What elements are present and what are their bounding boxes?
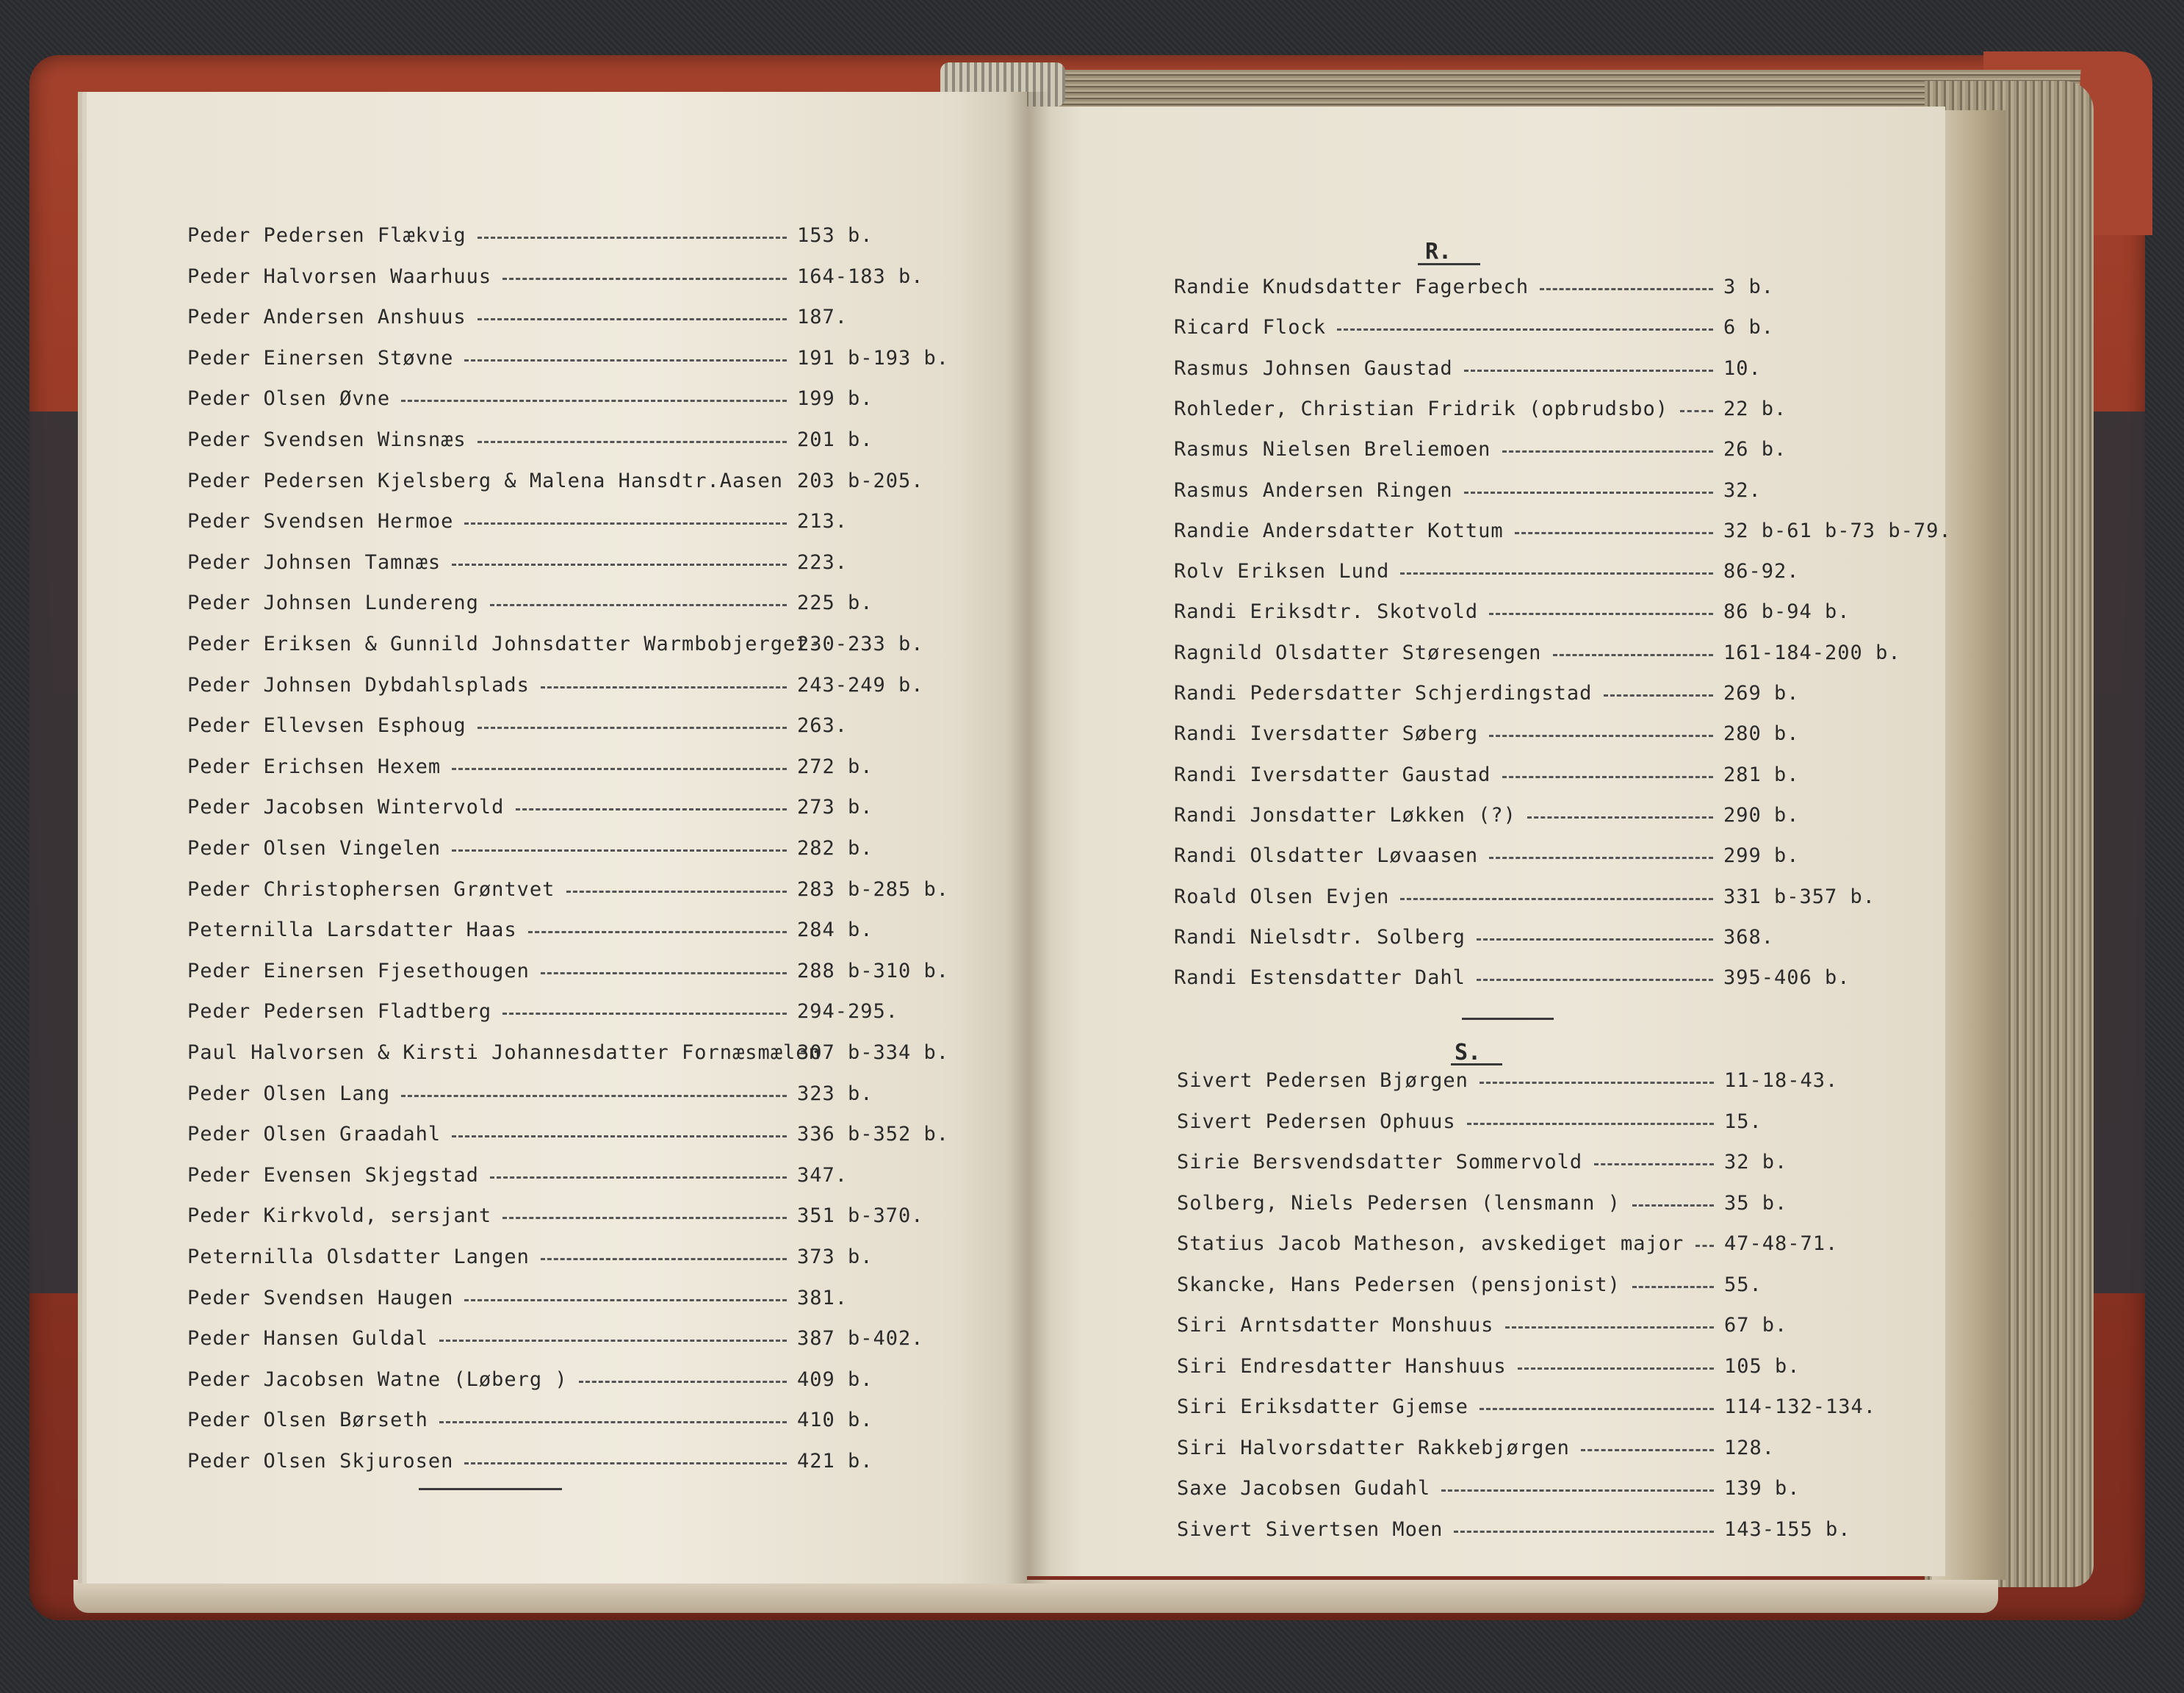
index-entry — [1177, 1192, 1948, 1217]
leader-dashes — [1680, 410, 1713, 412]
index-entry — [1174, 316, 1945, 341]
index-entry — [187, 265, 959, 290]
leader-dashes — [439, 1421, 787, 1423]
index-entry — [187, 592, 959, 617]
index-entry — [187, 755, 959, 780]
leader-dashes — [1477, 979, 1713, 981]
index-entry — [1177, 1477, 1948, 1502]
entry-page-ref: 288 b-310 b. — [797, 959, 950, 982]
leader-dashes — [1489, 857, 1713, 859]
leader-dashes — [401, 400, 787, 402]
index-entry — [187, 674, 959, 699]
entry-page-ref: 55. — [1724, 1273, 1762, 1296]
entry-page-ref: 307 b-334 b. — [797, 1041, 950, 1064]
entry-page-ref: 272 b. — [797, 755, 873, 778]
leader-dashes — [528, 931, 787, 933]
leader-dashes — [1400, 572, 1713, 575]
entry-name: Siri Halvorsdatter Rakkebjørgen — [1177, 1436, 1570, 1459]
leader-dashes — [541, 1258, 787, 1260]
entry-page-ref: 243-249 b. — [797, 673, 924, 697]
leader-dashes — [490, 1176, 787, 1179]
entry-name: Paul Halvorsen & Kirsti Johannesdatter Fornæsmælen — [187, 1041, 821, 1064]
entry-name: Peder Olsen Øvne — [187, 387, 391, 411]
entry-name: Randi Estensdatter Dahl — [1174, 966, 1466, 990]
leader-dashes — [541, 972, 787, 974]
entry-page-ref: 187. — [797, 306, 848, 329]
index-entry — [1177, 1518, 1948, 1543]
entry-page-ref: 153 b. — [797, 224, 873, 247]
leader-dashes — [452, 564, 787, 566]
entry-page-ref: 269 b. — [1723, 682, 1800, 705]
entry-name: Randi Jonsdatter Løkken (?) — [1174, 803, 1516, 827]
entry-page-ref: 263. — [797, 714, 848, 738]
leader-dashes — [1695, 1245, 1714, 1247]
index-entry — [187, 1246, 959, 1270]
leader-dashes — [1480, 1082, 1714, 1084]
entry-name: Rasmus Andersen Ringen — [1174, 478, 1453, 502]
entry-name: Peder Pedersen Flækvig — [187, 224, 466, 247]
entry-name: Peder Andersen Anshuus — [187, 306, 466, 329]
entry-name: Peder Olsen Vingelen — [187, 837, 442, 860]
index-entry — [1177, 1395, 1948, 1420]
leader-dashes — [477, 727, 787, 729]
entry-page-ref: 3 b. — [1723, 276, 1775, 298]
leader-dashes — [1632, 1204, 1715, 1207]
leader-dashes — [1441, 1489, 1714, 1492]
entry-name: Statius Jacob Matheson, avskediget major — [1177, 1232, 1684, 1255]
index-entry — [187, 1123, 959, 1148]
entry-name: Peternilla Larsdatter Haas — [187, 919, 517, 942]
leader-dashes — [1515, 532, 1713, 534]
entry-name: Ricard Flock — [1174, 316, 1327, 339]
entry-page-ref: 213. — [797, 510, 848, 533]
index-entry — [1177, 1232, 1948, 1257]
entry-name: Peder Eriksen & Gunnild Johnsdatter Warmbobjerget- — [187, 633, 821, 655]
leader-dashes — [1464, 370, 1713, 372]
entry-page-ref: 203 b-205. — [797, 469, 924, 492]
entry-name: Peder Olsen Lang — [187, 1082, 391, 1105]
leader-dashes — [452, 849, 787, 852]
entry-page-ref: 15. — [1724, 1110, 1762, 1133]
entry-name: Sivert Pedersen Ophuus — [1177, 1110, 1456, 1133]
entry-name: Rolv Eriksen Lund — [1174, 560, 1390, 583]
section-divider — [1462, 1018, 1554, 1020]
leader-dashes — [464, 1299, 787, 1301]
index-entry — [187, 960, 959, 985]
entry-name: Peder Kirkvold, sersjant — [187, 1204, 492, 1228]
leader-dashes — [516, 808, 788, 810]
entry-page-ref: 281 b. — [1723, 763, 1800, 786]
entry-name: Siri Arntsdatter Monshuus — [1177, 1314, 1494, 1337]
leader-dashes — [1594, 1163, 1714, 1165]
entry-name: Sivert Sivertsen Moen — [1177, 1517, 1444, 1541]
leader-dashes — [579, 1381, 787, 1383]
index-entry — [1174, 479, 1945, 504]
index-entry — [187, 1287, 959, 1312]
entry-page-ref: 387 b-402. — [797, 1327, 924, 1351]
section-heading-r: R. — [1425, 239, 1452, 265]
entry-name: Peder Olsen Skjurosen — [187, 1450, 454, 1473]
index-entry — [187, 1164, 959, 1189]
entry-name: Randi Pedersdatter Schjerdingstad — [1174, 682, 1593, 705]
index-entry — [1177, 1069, 1948, 1094]
entry-page-ref: 299 b. — [1723, 844, 1800, 868]
entry-name: Peder Hansen Guldal — [187, 1327, 428, 1351]
entry-page-ref: 336 b-352 b. — [797, 1123, 950, 1146]
entry-page-ref: 230-233 b. — [797, 633, 924, 655]
leader-dashes — [1400, 898, 1713, 900]
index-entry — [1174, 560, 1945, 585]
entry-name: Peder Johnsen Tamnæs — [187, 550, 442, 574]
leader-dashes — [1553, 654, 1713, 656]
leader-dashes — [1505, 1326, 1715, 1329]
section-underline-s — [1451, 1063, 1502, 1065]
entry-page-ref: 191 b-193 b. — [797, 346, 950, 370]
left-end-rule — [419, 1488, 562, 1490]
index-entry — [187, 1409, 959, 1434]
entry-page-ref: 283 b-285 b. — [797, 877, 950, 901]
leader-dashes — [1489, 735, 1713, 737]
leader-dashes — [1581, 1449, 1714, 1451]
leader-dashes — [1540, 288, 1713, 290]
entry-name: Randie Knudsdatter Fagerbech — [1174, 276, 1529, 298]
entry-page-ref: 282 b. — [797, 837, 873, 860]
index-entry — [1174, 926, 1945, 951]
entry-page-ref: 373 b. — [797, 1246, 873, 1268]
leader-dashes — [541, 686, 787, 689]
index-entry — [1174, 641, 1945, 666]
index-entry — [1177, 1437, 1948, 1462]
entry-name: Rohleder, Christian Fridrik (opbrudsbo) — [1174, 397, 1668, 420]
entry-page-ref: 410 b. — [797, 1409, 873, 1432]
entry-page-ref: 280 b. — [1723, 722, 1800, 746]
entry-name: Rasmus Johnsen Gaustad — [1174, 356, 1453, 380]
section-heading-s: S. — [1455, 1040, 1482, 1065]
index-entry — [187, 1368, 959, 1393]
leader-dashes — [502, 1013, 787, 1015]
entry-page-ref: 273 b. — [797, 796, 873, 819]
index-entry — [187, 428, 959, 453]
leader-dashes — [1464, 492, 1713, 494]
index-entry — [1177, 1273, 1948, 1298]
entry-page-ref: 347. — [797, 1163, 848, 1187]
entry-name: Sivert Pedersen Bjørgen — [1177, 1069, 1468, 1092]
entry-name: Peder Einersen Støvne — [187, 346, 454, 370]
entry-name: Peder Evensen Skjegstad — [187, 1163, 479, 1187]
entry-page-ref: 421 b. — [797, 1450, 873, 1473]
entry-name: Peder Halvorsen Waarhuus — [187, 265, 492, 288]
entry-page-ref: 114-132-134. — [1724, 1395, 1877, 1418]
entry-name: Saxe Jacobsen Gudahl — [1177, 1477, 1431, 1500]
entry-name: Randie Andersdatter Kottum — [1174, 519, 1504, 542]
entry-page-ref: 139 b. — [1724, 1477, 1801, 1500]
index-entry — [187, 470, 959, 495]
entry-name: Peder Erichsen Hexem — [187, 755, 442, 778]
index-entry — [1174, 519, 1952, 544]
index-entry — [187, 1000, 959, 1025]
index-entry — [187, 347, 959, 372]
index-entry — [187, 633, 959, 658]
entry-name: Peder Olsen Graadahl — [187, 1123, 442, 1146]
index-entry — [187, 1327, 959, 1352]
index-entry — [187, 1041, 959, 1066]
entry-page-ref: 35 b. — [1724, 1191, 1788, 1215]
leader-dashes — [464, 1462, 787, 1464]
entry-page-ref: 11-18-43. — [1724, 1069, 1839, 1092]
leader-dashes — [464, 359, 787, 362]
entry-page-ref: 331 b-357 b. — [1723, 885, 1876, 908]
index-entry — [187, 796, 959, 821]
index-entry — [187, 878, 959, 903]
leader-dashes — [1454, 1531, 1714, 1533]
entry-name: Randi Eriksdtr. Skotvold — [1174, 600, 1479, 624]
leader-dashes — [490, 604, 787, 606]
leader-dashes — [452, 768, 787, 770]
leader-dashes — [477, 237, 787, 239]
entry-name: Peder Johnsen Lundereng — [187, 592, 479, 615]
entry-name: Peder Svendsen Haugen — [187, 1286, 454, 1309]
index-entry — [1174, 885, 1945, 910]
leader-dashes — [1477, 938, 1713, 941]
index-entry — [1174, 357, 1945, 382]
entry-name: Randi Olsdatter Løvaasen — [1174, 844, 1479, 868]
book-gutter — [1006, 92, 1050, 1584]
entry-page-ref: 32 b-61 b-73 b-79. — [1723, 519, 1952, 542]
entry-page-ref: 32. — [1723, 478, 1762, 502]
entry-page-ref: 32 b. — [1724, 1151, 1788, 1173]
entry-page-ref: 26 b. — [1723, 438, 1787, 461]
leader-dashes — [1604, 694, 1713, 697]
index-entry — [1174, 438, 1945, 463]
index-entry — [1174, 276, 1945, 301]
index-entry — [187, 919, 959, 943]
leader-dashes — [1467, 1123, 1714, 1125]
leader-dashes — [1480, 1408, 1714, 1410]
entry-name: Sirie Bersvendsdatter Sommervold — [1177, 1151, 1583, 1173]
entry-page-ref: 86-92. — [1723, 560, 1800, 583]
leader-dashes — [1527, 816, 1713, 819]
leader-dashes — [477, 318, 787, 320]
entry-name: Roald Olsen Evjen — [1174, 885, 1390, 908]
index-entry — [1174, 804, 1945, 829]
entry-page-ref: 290 b. — [1723, 803, 1800, 827]
leader-dashes — [401, 1095, 787, 1097]
entry-name: Peder Svendsen Winsnæs — [187, 428, 466, 451]
entry-name: Siri Endresdatter Hanshuus — [1177, 1354, 1507, 1378]
entry-page-ref: 294-295. — [797, 1000, 899, 1024]
entry-name: Randi Iversdatter Gaustad — [1174, 763, 1491, 786]
index-entry — [187, 1082, 959, 1107]
entry-name: Peternilla Olsdatter Langen — [187, 1246, 530, 1268]
entry-name: Peder Ellevsen Esphoug — [187, 714, 466, 738]
entry-name: Randi Iversdatter Søberg — [1174, 722, 1479, 746]
leader-dashes — [477, 441, 787, 443]
index-entry — [187, 1204, 959, 1229]
index-entry — [1177, 1151, 1948, 1176]
leader-dashes — [1337, 328, 1713, 331]
entry-page-ref: 284 b. — [797, 919, 873, 942]
entry-page-ref: 223. — [797, 550, 848, 574]
entry-page-ref: 199 b. — [797, 387, 873, 411]
entry-page-ref: 105 b. — [1724, 1354, 1801, 1378]
entry-page-ref: 86 b-94 b. — [1723, 600, 1850, 624]
index-entry — [187, 1450, 959, 1475]
entry-name: Peder Olsen Børseth — [187, 1409, 428, 1432]
index-entry — [187, 306, 959, 331]
entry-page-ref: 368. — [1723, 925, 1775, 949]
page-edge-bottom — [73, 1580, 1998, 1613]
entry-page-ref: 6 b. — [1723, 316, 1775, 339]
leader-dashes — [1502, 450, 1714, 453]
entry-name: Solberg, Niels Pedersen (lensmann ) — [1177, 1191, 1621, 1215]
entry-page-ref: 351 b-370. — [797, 1204, 924, 1228]
entry-page-ref: 323 b. — [797, 1082, 873, 1105]
index-entry — [1177, 1110, 1948, 1135]
entry-page-ref: 225 b. — [797, 592, 873, 615]
leader-dashes — [439, 1340, 787, 1342]
entry-page-ref: 409 b. — [797, 1367, 873, 1391]
entry-page-ref: 143-155 b. — [1724, 1517, 1851, 1541]
index-entry — [187, 510, 959, 535]
entry-page-ref: 381. — [797, 1286, 848, 1309]
leader-dashes — [1632, 1286, 1715, 1288]
leader-dashes — [502, 1217, 787, 1219]
index-entry — [187, 224, 959, 249]
leader-dashes — [566, 891, 787, 893]
index-entry — [187, 714, 959, 739]
entry-page-ref: 10. — [1723, 356, 1762, 380]
entry-name: Peder Pedersen Fladtberg — [187, 1000, 492, 1024]
index-entry — [1174, 600, 1945, 625]
entry-page-ref: 67 b. — [1724, 1314, 1788, 1337]
entry-page-ref: 395-406 b. — [1723, 966, 1850, 990]
entry-name: Skancke, Hans Pedersen (pensjonist) — [1177, 1273, 1621, 1296]
entry-name: Ragnild Olsdatter Støresengen — [1174, 641, 1542, 664]
entry-page-ref: 47-48-71. — [1724, 1232, 1839, 1255]
index-entry — [1174, 398, 1945, 423]
entry-name: Peder Einersen Fjesethougen — [187, 959, 530, 982]
entry-page-ref: 161-184-200 b. — [1723, 641, 1901, 664]
index-entry — [187, 551, 959, 576]
entry-name: Peder Pedersen Kjelsberg & Malena Hansdtr.Aasen — [187, 469, 784, 492]
entry-name: Randi Nielsdtr. Solberg — [1174, 925, 1466, 949]
index-entry — [1174, 763, 1945, 788]
index-entry — [187, 837, 959, 862]
index-entry — [1177, 1355, 1948, 1380]
entry-name: Rasmus Nielsen Breliemoen — [1174, 438, 1491, 461]
entry-name: Peder Jacobsen Wintervold — [187, 796, 505, 819]
entry-name: Peder Johnsen Dybdahlsplads — [187, 673, 530, 697]
index-entry — [1174, 844, 1945, 869]
leader-dashes — [1489, 613, 1713, 615]
leader-dashes — [502, 278, 787, 280]
index-entry — [1174, 682, 1945, 707]
leader-dashes — [1518, 1367, 1714, 1370]
entry-page-ref: 201 b. — [797, 428, 873, 451]
index-entry — [1174, 722, 1945, 747]
section-underline-r — [1418, 263, 1480, 265]
leader-dashes — [464, 522, 787, 525]
index-entry — [187, 387, 959, 412]
leader-dashes — [1502, 776, 1714, 778]
index-entry — [1174, 966, 1945, 991]
index-entry — [1177, 1314, 1948, 1339]
leader-dashes — [452, 1135, 787, 1137]
entry-page-ref: 128. — [1724, 1436, 1776, 1459]
entry-name: Siri Eriksdatter Gjemse — [1177, 1395, 1468, 1418]
entry-name: Peder Christophersen Grøntvet — [187, 877, 555, 901]
entry-page-ref: 22 b. — [1723, 397, 1787, 420]
entry-name: Peder Jacobsen Watne (Løberg ) — [187, 1367, 568, 1391]
entry-name: Peder Svendsen Hermoe — [187, 510, 454, 533]
entry-page-ref: 164-183 b. — [797, 265, 924, 288]
